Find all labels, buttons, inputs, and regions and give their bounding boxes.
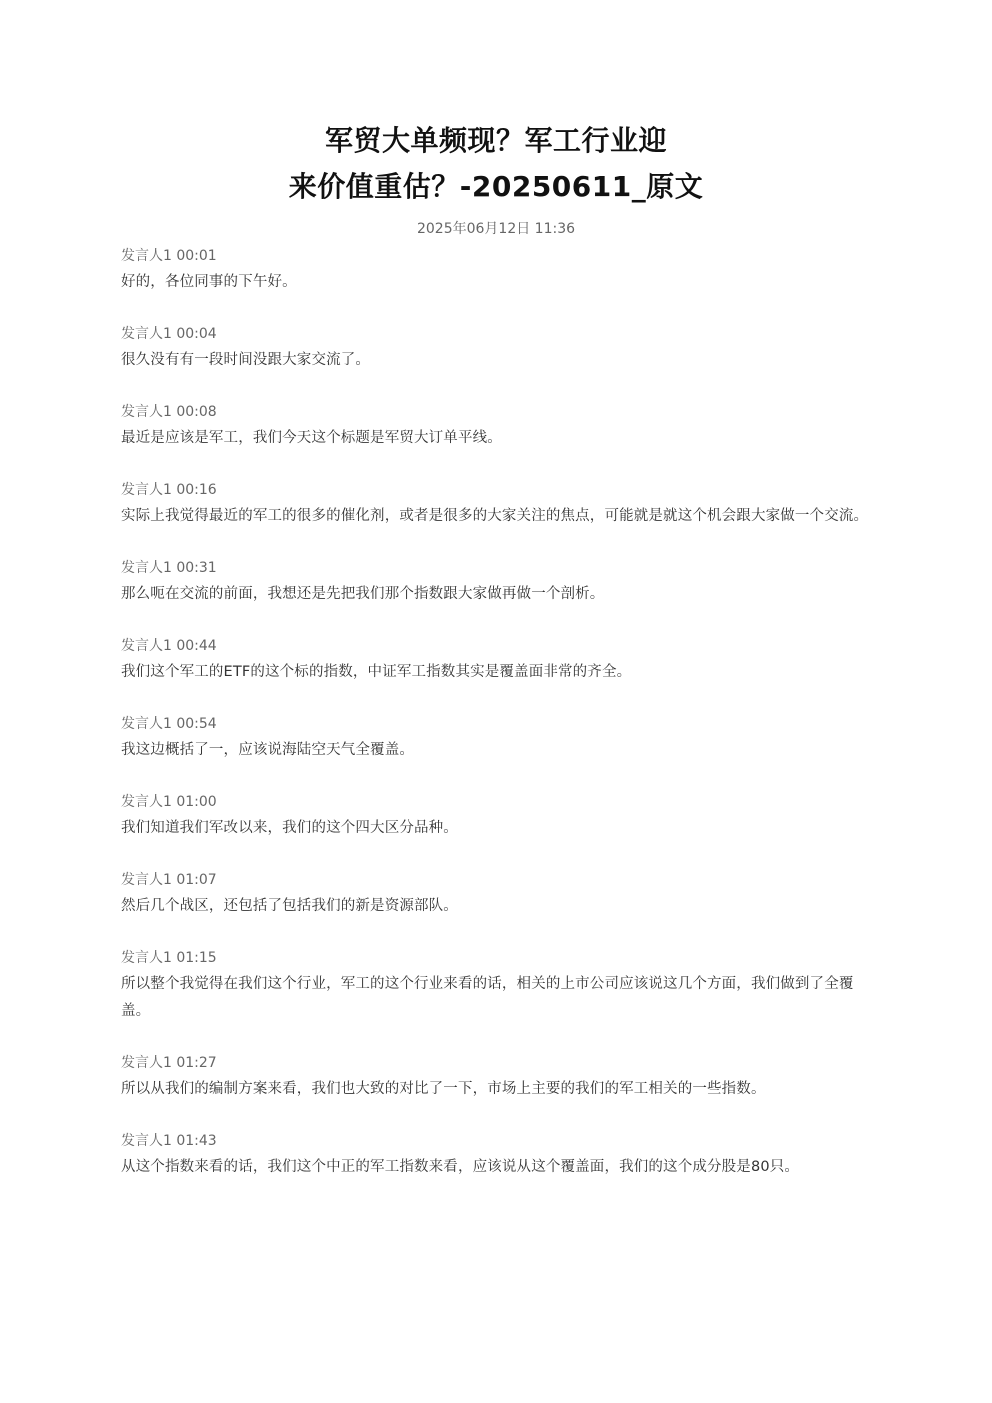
transcript-entry [121,1050,881,1103]
speech-text: 从这个指数来看的话，我们这个中正的军工指数来看，应该说从这个覆盖面，我们的这个成分股是80只。 [121,1159,799,1175]
transcript [121,243,881,1206]
speaker-timestamp: 发言人1 00:01 [121,248,217,264]
speaker-timestamp: 发言人1 01:00 [121,794,217,810]
speaker-timestamp: 发言人1 01:15 [121,950,217,966]
transcript-entry [121,789,881,842]
document-title-line-1: 军贸大单频现？军工行业迎 [324,124,667,157]
speech-text: 我这边概括了一，应该说海陆空天气全覆盖。 [121,742,414,758]
speech-text: 实际上我觉得最近的军工的很多的催化剂，或者是很多的大家关注的焦点，可能就是就这个机会跟大家做一个交流。 [121,508,869,524]
speaker-timestamp: 发言人1 00:54 [121,716,217,732]
transcript-entry [121,633,881,686]
speech-text: 好的，各位同事的下午好。 [121,274,297,290]
speech-text: 所以整个我觉得在我们这个行业，军工的这个行业来看的话，相关的上市公司应该说这几个方面，我们做到了全覆盖。 [121,976,854,1019]
speaker-timestamp: 发言人1 00:08 [121,404,217,420]
speech-text: 然后几个战区，还包括了包括我们的新是资源部队。 [121,898,458,914]
speaker-timestamp: 发言人1 00:16 [121,482,217,498]
transcript-entry [121,555,881,608]
transcript-entry [121,1128,881,1181]
transcript-entry [121,399,881,452]
transcript-entry [121,243,881,296]
speech-text: 最近是应该是军工，我们今天这个标题是军贸大订单平线。 [121,430,502,446]
speaker-timestamp: 发言人1 01:43 [121,1133,217,1149]
speaker-timestamp: 发言人1 00:44 [121,638,217,654]
speaker-timestamp: 发言人1 01:27 [121,1055,217,1071]
speaker-timestamp: 发言人1 01:07 [121,872,217,888]
speech-text: 那么呃在交流的前面，我想还是先把我们那个指数跟大家做再做一个剖析。 [121,586,605,602]
transcript-entry [121,321,881,374]
speaker-timestamp: 发言人1 00:04 [121,326,217,342]
document-date: 2025年06月12日 11:36 [416,221,576,237]
transcript-entry [121,477,881,530]
speech-text: 我们这个军工的ETF的这个标的指数，中证军工指数其实是覆盖面非常的齐全。 [121,664,632,680]
transcript-entry [121,945,881,1025]
speech-text: 很久没有有一段时间没跟大家交流了。 [121,352,371,368]
transcript-entry [121,867,881,920]
speaker-timestamp: 发言人1 00:31 [121,560,217,576]
transcript-entry [121,711,881,764]
speech-text: 我们知道我们军改以来，我们的这个四大区分品种。 [121,820,458,836]
speech-text: 所以从我们的编制方案来看，我们也大致的对比了一下，市场上主要的我们的军工相关的一些指数。 [121,1081,766,1097]
document-title-line-2: 来价值重估？-20250611_原文 [288,170,704,203]
